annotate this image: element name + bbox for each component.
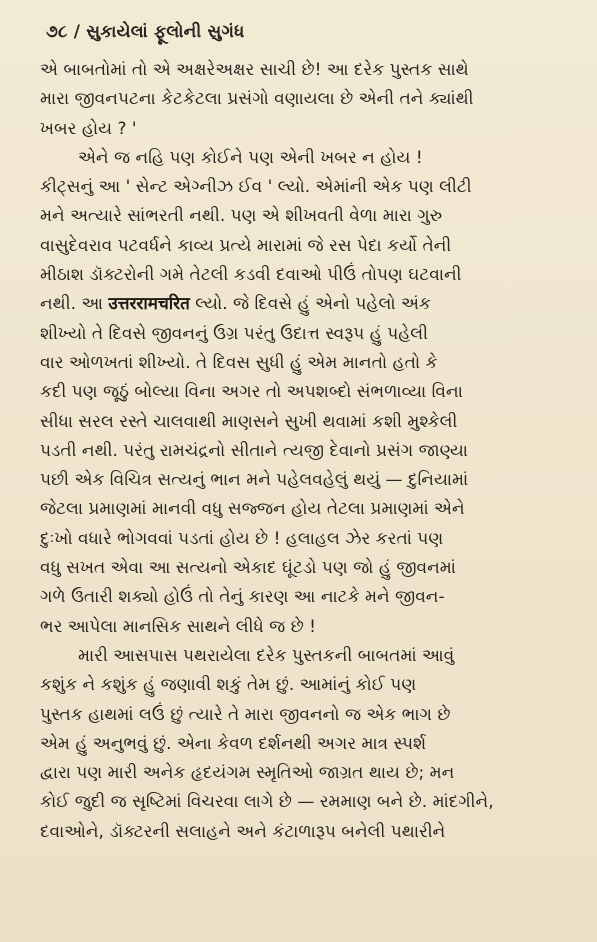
text-line: કોઈ જુદી જ સૃષ્ટિમાં વિચરવા લાગે છે — રમમાણ બને છે. માંદગીને, <box>40 792 494 813</box>
text-line: શીખ્યો તે દિવસે જીવનનું ઉગ્ર પરંતુ ઉદાત્ત સ્વરૂપ હું પહેલી <box>40 323 429 344</box>
text-line <box>40 144 567 173</box>
text-line: એમ હું અનુભવું છું. એના કેવળ દર્શનથી અગર માત્ર સ્પર્શ <box>40 733 427 754</box>
text-line: વાસુદેવરાવ પટવર્ધને કાવ્ય પ્રત્યે મારામાં જે રસ પેદા કર્યો તેની <box>40 235 452 256</box>
text-line: કીટ્સનું આ ' સેન્ટ એગ્નીઝ ઈવ ' લ્યો. એમાંની એક પણ લીટી <box>40 177 472 198</box>
text-line: એ બાબતોમાં તો એ અક્ષરેઅક્ષર સાચી છે! આ દરેક પુસ્તક સાથે <box>40 60 469 80</box>
text-line: વાર ઓળખતાં શીખ્યો. તે દિવસ સુધી હું એમ માનતો હતો કે <box>40 352 438 373</box>
text-line: જેટલા પ્રમાણમાં માનવી વધુ સજ્જન હોય તેટલા પ્રમાણમાં એને <box>40 499 465 520</box>
book-title: સુકાયેલાં ફૂલોની સુગંધ <box>86 22 245 42</box>
text-line-content: એને જ નહિ પણ કોઈને પણ એની ખબર ન હોય ! <box>78 147 423 168</box>
running-header <box>46 22 567 42</box>
text-line: પછી એક વિચિત્ર સત્યનું ભાન મને પહેલવહેલું થયું — દુનિયામાં <box>40 470 469 491</box>
play-title-emphasis: उत्तररामचरित <box>108 294 190 315</box>
text-line: પડતી નથી. પરંતુ રામચંદ્રનો સીતાને ત્યજી દેવાનો પ્રસંગ જાણ્યા <box>40 440 468 461</box>
text-line-lead: નથી. આ <box>40 294 109 315</box>
paragraph-2 <box>40 144 567 642</box>
text-line: ગળે ઉતારી શક્યો હોઉં તો તેનું કારણ આ નાટકે મને જીવન- <box>40 587 445 608</box>
text-line: મીઠાશ ડૉક્ટરોની ગમે તેટલી કડવી દવાઓ પીઉં તોપણ ઘટવાની <box>40 265 462 286</box>
header-separator: / <box>73 22 81 42</box>
text-line <box>40 642 567 671</box>
text-line: દુઃખો વધારે ભોગવવાં પડતાં હોય છે ! હલાહલ ઝેર કરતાં પણ <box>40 528 444 549</box>
paragraph-3 <box>40 642 567 847</box>
text-line: દ્વારા પણ મારી અનેક હૃદયંગમ સ્મૃતિઓ જાગ્રત થાય છે; મન <box>40 763 455 784</box>
text-line-content: મારી આસપાસ પથરાયેલા દરેક પુસ્તકની બાબતમાં આવું <box>78 645 455 666</box>
paragraph-1 <box>40 56 567 144</box>
text-line: દવાઓને, ડૉક્ટરની સલાહને અને કંટાળારૂપ બનેલી પથારીને <box>40 821 446 842</box>
text-line: મને અત્યારે સાંભરતી નથી. પણ એ શીખવતી વેળા મારા ગુરુ <box>40 206 443 227</box>
page-number: ૭૮ <box>46 22 68 42</box>
text-line: કશુંક ને કશુંક હું જણાવી શકું તેમ છું. આમાંનું કોઈ પણ <box>40 675 417 696</box>
text-line: પુસ્તક હાથમાં લઉં છું ત્યારે તે મારા જીવનનો જ એક ભાગ છે <box>40 704 451 725</box>
text-line: મારા જીવનપટના કેટકેટલા પ્રસંગો વણાયલા છે એની તને ક્યાંથી <box>40 89 474 110</box>
text-line: ખબર હોય ? ' <box>40 118 137 139</box>
text-line: કદી પણ જૂઠું બોલ્યા વિના અગર તો અપશબ્દો સંભળાવ્યા વિના <box>40 382 463 403</box>
text-line-trail: લ્યો. જે દિવસે હું એનો પહેલો અંક <box>189 294 431 315</box>
text-line <box>40 290 567 319</box>
text-line: ભર આપેલા માનસિક સાથને લીધે જ છે ! <box>40 616 316 637</box>
text-line: વધુ સખત એવા આ સત્યનો એકાદ ઘૂંટડો પણ જો હું જીવનમાં <box>40 558 456 579</box>
text-line: સીધા સરલ રસ્તે ચાલવાથી માણસને સુખી થવામાં કશી મુશ્કેલી <box>40 411 458 432</box>
